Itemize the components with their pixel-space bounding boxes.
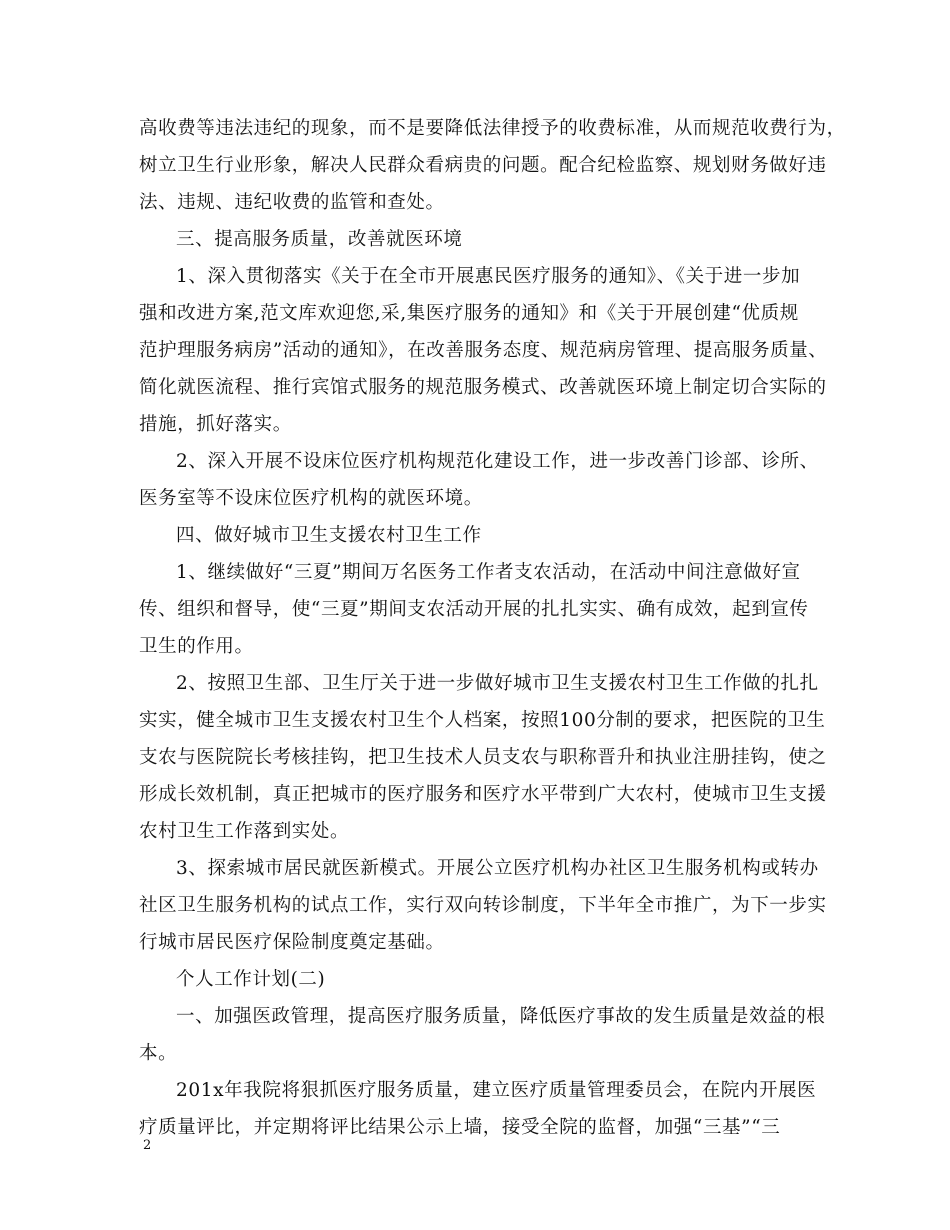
text-line: 2、按照卫生部、卫生厅关于进一步做好城市卫生支援农村卫生工作做的扎扎 xyxy=(176,673,819,694)
text-line: 行城市居民医疗保险制度奠定基础。 xyxy=(139,932,445,953)
text-line: 实实，健全城市卫生支援农村卫生个人档案，按照100分制的要求，把医院的卫生 xyxy=(139,710,826,731)
text-line: 本。 xyxy=(139,1043,178,1064)
text-line: 树立卫生行业形象，解决人民群众看病贵的问题。配合纪检监察、规划财务做好违 xyxy=(139,155,827,176)
text-line: 疗质量评比，并定期将评比结果公示上墙，接受全院的监督，加强“三基”“三 xyxy=(139,1117,781,1138)
text-line: 2、深入开展不设床位医疗机构规范化建设工作，进一步改善门诊部、诊所、 xyxy=(176,451,819,472)
text-line: 1、深入贯彻落实《关于在全市开展惠民医疗服务的通知》、《关于进一步加 xyxy=(176,266,801,287)
section-heading: 个人工作计划(二) xyxy=(176,969,326,990)
text-line: 法、违规、违纪收费的监管和查处。 xyxy=(139,192,445,213)
text-line: 简化就医流程、推行宾馆式服务的规范服务模式、改善就医环境上制定切合实际的 xyxy=(139,377,827,398)
text-line: 范护理服务病房”活动的通知》，在改善服务态度、规范病房管理、提高服务质量、 xyxy=(139,340,828,361)
text-line: 形成长效机制，真正把城市的医疗服务和医疗水平带到广大农村，使城市卫生支援 xyxy=(139,784,827,805)
text-line: 传、组织和督导，使“三夏”期间支农活动开展的扎扎实实、确有成效，起到宣传 xyxy=(139,599,809,620)
text-line: 医务室等不设床位医疗机构的就医环境。 xyxy=(139,488,483,509)
text-line: 农村卫生工作落到实处。 xyxy=(139,821,350,842)
text-line: 高收费等违法违纪的现象，而不是要降低法律授予的收费标准，从而规范收费行为， xyxy=(139,118,846,139)
section-heading: 四、做好城市卫生支援农村卫生工作 xyxy=(176,525,482,546)
text-line: 卫生的作用。 xyxy=(139,636,254,657)
section-heading: 三、提高服务质量，改善就医环境 xyxy=(176,229,463,250)
text-line: 措施，抓好落实。 xyxy=(139,414,292,435)
text-line: 3、探索城市居民就医新模式。开展公立医疗机构办社区卫生服务机构或转办 xyxy=(176,858,819,879)
text-line: 一、加强医政管理，提高医疗服务质量，降低医疗事故的发生质量是效益的根 xyxy=(176,1006,826,1027)
text-line: 社区卫生服务机构的试点工作，实行双向转诊制度，下半年全市推广，为下一步实 xyxy=(139,895,827,916)
text-line: 强和改进方案,范文库欢迎您,采,集医疗服务的通知》和《关于开展创建“优质规 xyxy=(139,303,799,324)
text-line: 201x年我院将狠抓医疗服务质量，建立医疗质量管理委员会，在院内开展医 xyxy=(176,1080,817,1101)
text-line: 支农与医院院长考核挂钩，把卫生技术人员支农与职称晋升和执业注册挂钩，使之 xyxy=(139,747,827,768)
text-line: 1、继续做好“三夏”期间万名医务工作者支农活动，在活动中间注意做好宣 xyxy=(176,562,801,583)
page-number: 2 xyxy=(143,1138,152,1153)
